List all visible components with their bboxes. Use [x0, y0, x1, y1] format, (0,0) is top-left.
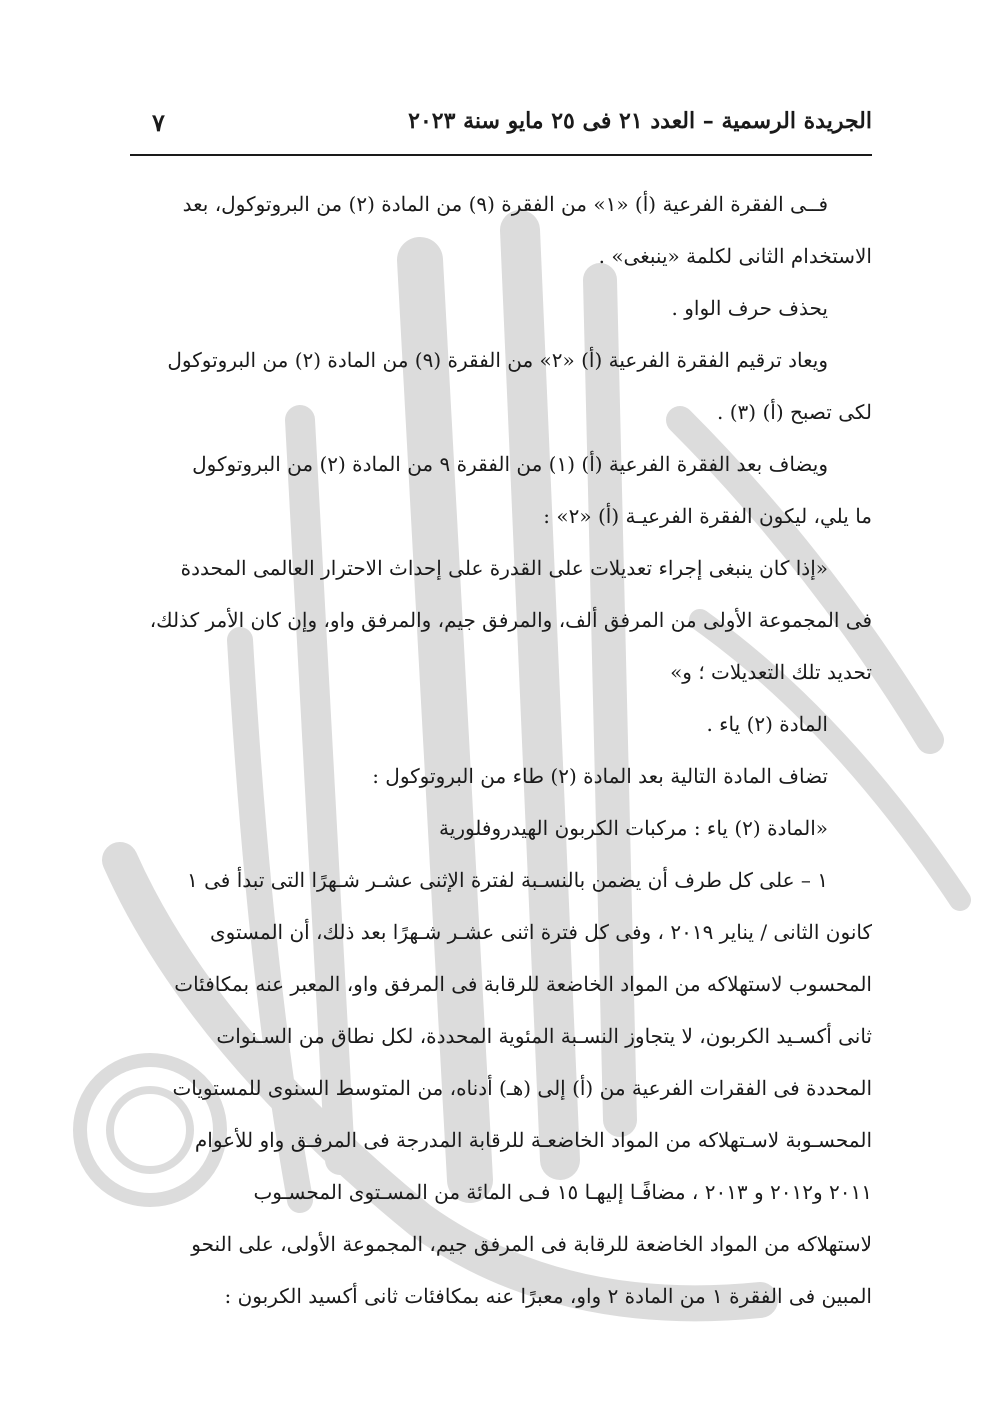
text-line: ١ – على كل طرف أن يضمن بالنسـبة لفترة الإثنى عشـر شـهرًا التى تبدأ فى ١ [187, 868, 828, 892]
text-line: المبين فى الفقرة ١ من المادة ٢ واو، معبرًا عنه بمكافئات ثانى أكسيد الكربون : [224, 1284, 872, 1308]
header-divider [130, 154, 872, 156]
text-line: فــى الفقرة الفرعية (أ) «١» من الفقرة (٩) من المادة (٢) من البروتوكول، بعد [182, 192, 828, 216]
text-line: المحددة فى الفقرات الفرعية من (أ) إلى (هـ) أدناه، من المتوسط السنوى للمستويات [172, 1076, 872, 1100]
text-line: المحسـوبة لاسـتهلاكه من المواد الخاضعـة للرقابة المدرجة فى المرفـق واو للأعوام [194, 1128, 872, 1152]
text-line: المحسوب لاستهلاكه من المواد الخاضعة للرقابة فى المرفق واو، المعبر عنه بمكافئات [174, 972, 872, 996]
text-line: لكى تصبح (أ) (٣) . [717, 400, 872, 424]
text-line: «المادة (٢) ياء : مركبات الكربون الهيدروفلورية [439, 816, 828, 840]
text-line: ويضاف بعد الفقرة الفرعية (أ) (١) من الفقرة ٩ من المادة (٢) من البروتوكول [192, 452, 828, 476]
text-line: يحذف حرف الواو . [671, 296, 828, 320]
text-line: لاستهلاكه من المواد الخاضعة للرقابة فى المرفق جيم، المجموعة الأولى، على النحو [191, 1232, 872, 1256]
text-line: ٢٠١١ و٢٠١٢ و ٢٠١٣ ، مضافًـا إليهـا ١٥ فـى المائة من المسـتوى المحسـوب [253, 1180, 872, 1204]
text-line: ويعاد ترقيم الفقرة الفرعية (أ) «٢» من الفقرة (٩) من المادة (٢) من البروتوكول [167, 348, 828, 372]
document-body [130, 178, 872, 1322]
page-header [130, 108, 872, 152]
gazette-title: الجريدة الرسمية – العدد ٢١ فى ٢٥ مايو سنة ٢٠٢٣ [408, 108, 872, 134]
text-line: تضاف المادة التالية بعد المادة (٢) طاء من البروتوكول : [372, 764, 828, 788]
page-number: ٧ [152, 108, 165, 137]
text-line: ما يلي، ليكون الفقرة الفرعيـة (أ) «٢» : [543, 504, 872, 528]
text-line: «إذا كان ينبغى إجراء تعديلات على القدرة على إحداث الاحترار العالمى المحددة [180, 556, 828, 580]
text-line: كانون الثانى / يناير ٢٠١٩ ، وفى كل فترة اثنى عشـر شـهرًا بعد ذلك، أن المستوى [210, 920, 872, 944]
text-line: فى المجموعة الأولى من المرفق ألف، والمرفق جيم، والمرفق واو، وإن كان الأمر كذلك، [149, 608, 872, 632]
text-line: المادة (٢) ياء . [706, 712, 828, 736]
text-line: ثانى أكسـيد الكربون، لا يتجاوز النسـبة المئوية المحددة، لكل نطاق من السـنوات [216, 1024, 872, 1048]
text-line: الاستخدام الثانى لكلمة «ينبغى» . [598, 244, 872, 268]
text-line: تحديد تلك التعديلات ؛ و» [670, 660, 872, 684]
